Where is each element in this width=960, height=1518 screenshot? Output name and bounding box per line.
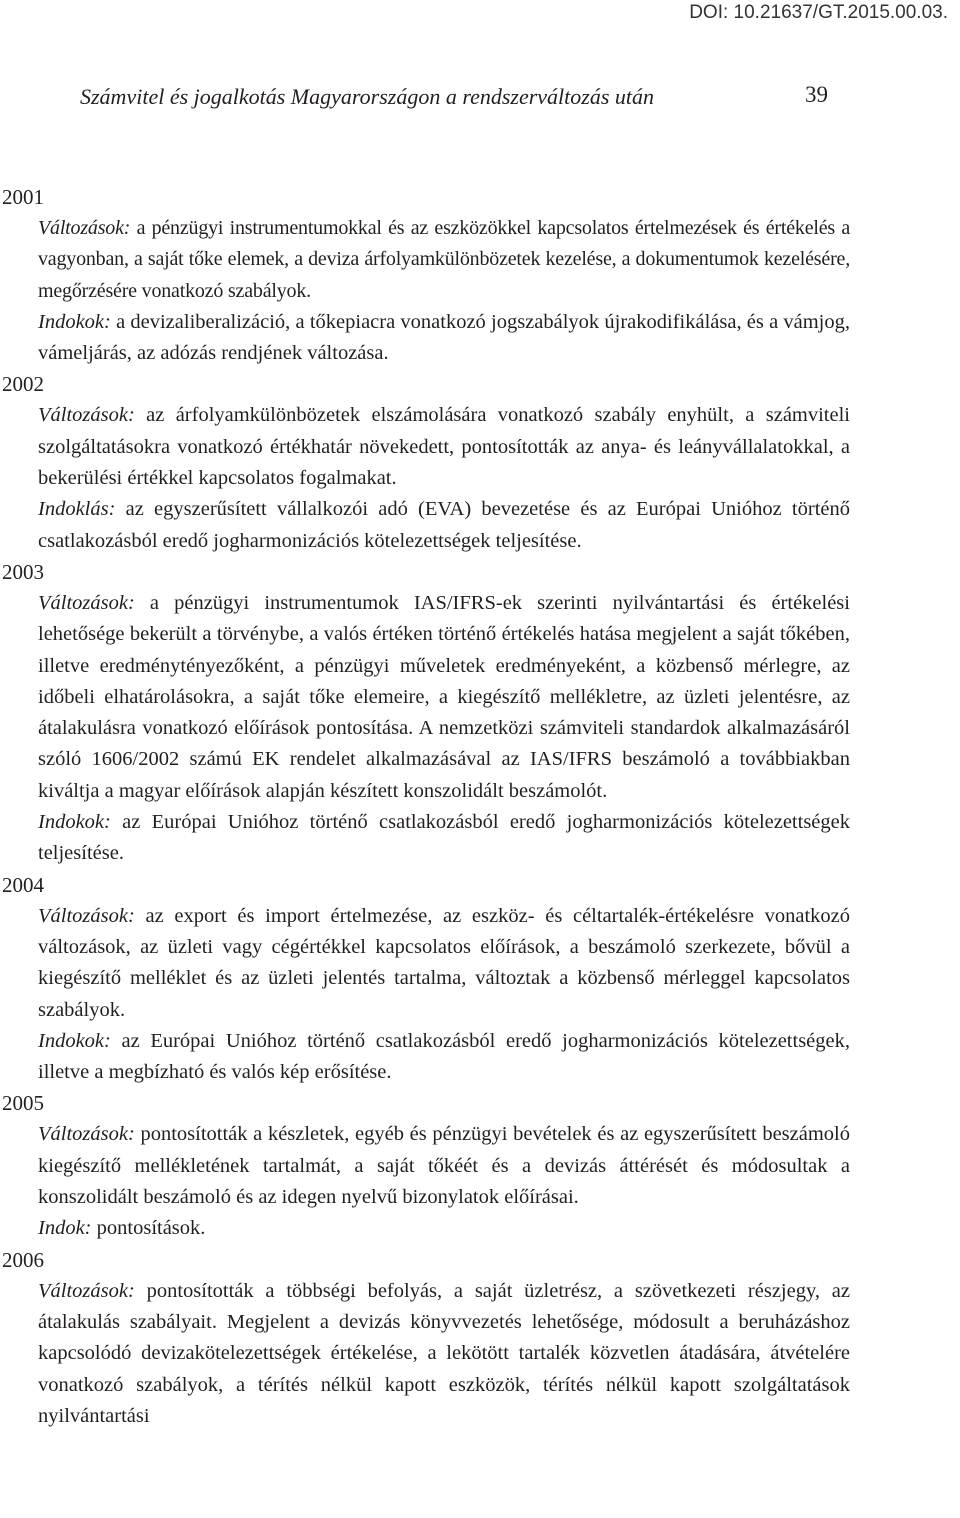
entry-2005	[0, 1088, 850, 1244]
changes-paragraph	[38, 588, 850, 807]
page-number: 39	[805, 82, 828, 107]
year-heading: 2005	[2, 1091, 44, 1116]
reasons-paragraph	[38, 1026, 850, 1089]
changes-label: Változások:	[38, 904, 135, 927]
changes-label: Változások:	[38, 217, 131, 239]
reasons-text: pontosítások.	[91, 1217, 206, 1240]
document-body	[0, 182, 850, 1432]
year-heading: 2003	[2, 559, 44, 584]
reasons-paragraph	[38, 494, 850, 557]
entry-2002	[0, 369, 850, 556]
doi-line: DOI: 10.21637/GT.2015.00.03.	[689, 2, 948, 23]
year-heading: 2002	[2, 372, 44, 397]
changes-text: a pénzügyi instrumentumok IAS/IFRS-ek szerinti nyilvántartási és értékelési lehetősége bekerült a törvénybe, a valós értéken történő értékelés hatása megjelent a saját tőkében, illetve eredménytényezőként, a pénzügyi műveletek eredményeként, a közbenső mérlegre, az időbeli elhatárolásokra, a saját tőke elemeire, a kiegészítő mellékletre, az üzleti jelentésre, az átalakulásra vonatkozó előírások pontosítása. A nemzetközi számviteli standardok alkalmazásáról szóló 1606/2002 számú EK rendelet alkalmazásával az IAS/IFRS beszámoló a továbbiakban kiváltja a magyar előírások alapján készített konszolidált beszámolót.	[38, 591, 850, 802]
changes-label: Változások:	[38, 1123, 135, 1146]
reasons-label: Indok:	[38, 1217, 92, 1240]
changes-text: a pénzügyi instrumentumokkal és az eszközökkel kapcsolatos értelmezések és értékelés a vagyonban, a saját tőke elemek, a deviza árfolyamkülönbözetek kezelése, a dokumentumok kezelésére, megőrzésére vonatkozó szabályok.	[38, 217, 850, 302]
reasons-text: az Európai Unióhoz történő csatlakozásból eredő jogharmonizációs kötelezettségek, illetve a megbízható és valós kép erősítése.	[38, 1029, 850, 1084]
reasons-label: Indokok:	[38, 1029, 111, 1052]
changes-paragraph	[38, 901, 850, 1026]
changes-paragraph	[38, 213, 850, 307]
reasons-paragraph	[38, 307, 850, 370]
changes-text: az árfolyamkülönbözetek elszámolására vonatkozó szabály enyhült, a számviteli szolgáltatásokra vonatkozó értékhatár növekedett, pontosították az anya- és leányvállalatokkal, a bekerülési értékkel kapcsolatos fogalmakat.	[38, 404, 850, 490]
changes-text: pontosították a többségi befolyás, a saját üzletrész, a szövetkezeti részjegy, az átalakulás szabályait. Megjelent a devizás könyvvezetés lehetősége, módosult a beruházáshoz kapcsolódó devizakötelezettségek értékelése, a lekötött tartalék közvetlen átadására, átvételére vonatkozó szabályok, a térítés nélkül kapott eszközök, térítés nélkül kapott szolgáltatások nyilvántartási	[38, 1279, 850, 1427]
entry-2004	[0, 870, 850, 1089]
running-title: Számvitel és jogalkotás Magyarországon a rendszerváltozás után	[80, 84, 655, 109]
entry-2003	[0, 557, 850, 870]
changes-text: pontosították a készletek, egyéb és pénzügyi bevételek és az egyszerűsített beszámoló kiegészítő mellékletének tartalmát, a saját tőkéét és a devizás áttérését és módosultak a konszolidált beszámoló és az idegen nyelvű bizonylatok előírásai.	[38, 1123, 850, 1209]
reasons-label: Indoklás:	[38, 498, 116, 521]
changes-label: Változások:	[38, 1279, 135, 1302]
year-heading: 2001	[2, 185, 44, 209]
changes-paragraph	[38, 400, 850, 494]
reasons-paragraph	[38, 807, 850, 870]
changes-label: Változások:	[38, 404, 135, 427]
reasons-label: Indokok:	[38, 310, 111, 333]
reasons-text: az Európai Unióhoz történő csatlakozásból eredő jogharmonizációs kötelezettségek teljesítése.	[38, 811, 850, 865]
changes-text: az export és import értelmezése, az eszköz- és céltartalék-értékelésre vonatkozó változások, az üzleti vagy cégértékkel kapcsolatos előírások, a beszámoló szerkezete, bővül a kiegészítő melléklet és az üzleti jelentés tartalma, változtak a közbenső mérleggel kapcsolatos szabályok.	[38, 904, 850, 1021]
entry-2001	[0, 182, 850, 369]
entry-2006	[0, 1245, 850, 1432]
changes-paragraph	[38, 1276, 850, 1432]
year-heading: 2006	[2, 1247, 44, 1272]
year-heading: 2004	[2, 872, 44, 897]
reasons-paragraph	[38, 1213, 850, 1244]
reasons-label: Indokok:	[38, 811, 111, 834]
reasons-text: az egyszerűsített vállalkozói adó (EVA) bevezetése és az Európai Unióhoz történő csatlakozásból eredő jogharmonizációs kötelezettségek teljesítése.	[38, 498, 850, 552]
changes-label: Változások:	[38, 591, 135, 614]
changes-paragraph	[38, 1119, 850, 1213]
reasons-text: a devizaliberalizáció, a tőkepiacra vonatkozó jogszabályok újrakodifikálása, és a vámjog, vámeljárás, az adózás rendjének változása.	[38, 310, 850, 365]
